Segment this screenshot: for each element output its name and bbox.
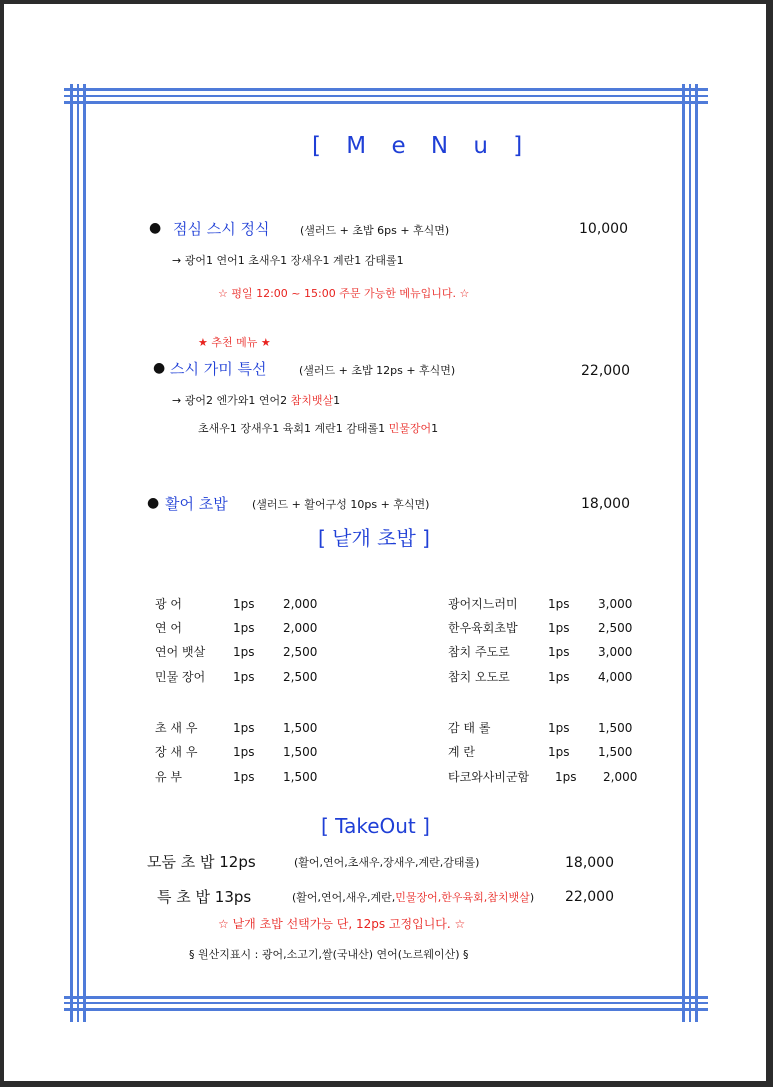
item-price: 2,500 xyxy=(283,645,318,659)
recommend-badge: ★ 추천 메뉴 ★ xyxy=(198,336,271,349)
menu-title: [ M e N u ] xyxy=(312,133,532,159)
item-price: 3,000 xyxy=(598,597,633,611)
item-qty: 1ps xyxy=(548,721,570,735)
item-name: 감 태 롤 xyxy=(448,721,491,735)
item-qty: 1ps xyxy=(233,621,255,635)
set-desc: (샐러드 + 초밥 12ps + 후식면) xyxy=(299,364,456,377)
item-price: 2,000 xyxy=(283,597,318,611)
set-name: 활어 초밥 xyxy=(165,495,228,513)
takeout-price: 18,000 xyxy=(565,855,614,871)
menu-page xyxy=(4,4,766,1081)
item-qty: 1ps xyxy=(233,721,255,735)
set-desc: (샐러드 + 초밥 6ps + 후식면) xyxy=(300,224,450,237)
takeout-note: ☆ 낱개 초밥 선택가능 단, 12ps 고정입니다. ☆ xyxy=(218,917,466,931)
single-section-title: [ 낱개 초밥 ] xyxy=(318,526,430,550)
item-name: 연어 뱃살 xyxy=(155,645,206,659)
set-price: 10,000 xyxy=(579,221,628,237)
item-qty: 1ps xyxy=(233,597,255,611)
item-qty: 1ps xyxy=(233,770,255,784)
item-price: 1,500 xyxy=(598,745,633,759)
item-qty: 1ps xyxy=(548,645,570,659)
item-qty: 1ps xyxy=(555,770,577,784)
takeout-desc: (활어,연어,새우,계란,민물장어,한우육회,참치뱃살) xyxy=(292,891,535,904)
item-name: 민물 장어 xyxy=(155,670,206,684)
item-price: 2,000 xyxy=(603,770,638,784)
item-qty: 1ps xyxy=(233,745,255,759)
bullet: ● xyxy=(153,360,166,376)
item-name: 광어지느러미 xyxy=(448,597,518,611)
item-price: 2,000 xyxy=(283,621,318,635)
item-price: 1,500 xyxy=(598,721,633,735)
set-desc: (샐러드 + 활어구성 10ps + 후식면) xyxy=(252,498,430,511)
item-qty: 1ps xyxy=(233,670,255,684)
set-price: 18,000 xyxy=(581,496,630,512)
item-name: 참치 주도로 xyxy=(448,645,510,659)
takeout-section-title: [ TakeOut ] xyxy=(321,814,430,838)
takeout-desc: (활어,연어,초새우,장새우,계란,감태롤) xyxy=(294,856,480,869)
set-detail-line1: → 광어2 엔가와1 연어2 참치뱃살1 xyxy=(172,394,341,407)
item-name: 한우육회초밥 xyxy=(448,621,518,635)
item-name: 초 새 우 xyxy=(155,721,198,735)
takeout-name: 특 초 밥 13ps xyxy=(157,888,252,906)
item-price: 1,500 xyxy=(283,721,318,735)
origin-label: § 원산지표시 : 광어,소고기,쌀(국내산) 연어(노르웨이산) § xyxy=(189,948,469,961)
set-price: 22,000 xyxy=(581,363,630,379)
item-price: 1,500 xyxy=(283,745,318,759)
item-price: 2,500 xyxy=(283,670,318,684)
item-qty: 1ps xyxy=(548,621,570,635)
item-qty: 1ps xyxy=(548,597,570,611)
item-qty: 1ps xyxy=(233,645,255,659)
takeout-price: 22,000 xyxy=(565,889,614,905)
item-name: 연 어 xyxy=(155,621,182,635)
set-name: 점심 스시 정식 xyxy=(173,220,270,238)
bullet: ● xyxy=(149,220,162,236)
item-price: 4,000 xyxy=(598,670,633,684)
item-name: 타코와사비군함 xyxy=(448,770,530,784)
item-qty: 1ps xyxy=(548,670,570,684)
set-name: 스시 가미 특선 xyxy=(170,360,267,378)
item-qty: 1ps xyxy=(548,745,570,759)
bullet: ● xyxy=(147,495,160,511)
item-name: 참치 오도로 xyxy=(448,670,510,684)
item-price: 1,500 xyxy=(283,770,318,784)
set-detail: → 광어1 연어1 초새우1 장새우1 계란1 감태롤1 xyxy=(172,254,404,267)
takeout-name: 모둠 초 밥 12ps xyxy=(147,853,256,871)
item-name: 광 어 xyxy=(155,597,182,611)
item-price: 2,500 xyxy=(598,621,633,635)
item-price: 3,000 xyxy=(598,645,633,659)
item-name: 장 새 우 xyxy=(155,745,198,759)
set-note: ☆ 평일 12:00 ~ 15:00 주문 가능한 메뉴입니다. ☆ xyxy=(218,287,470,300)
set-detail-line2: 초새우1 장새우1 육회1 계란1 감태롤1 민물장어1 xyxy=(198,422,439,435)
item-name: 계 란 xyxy=(448,745,475,759)
item-name: 유 부 xyxy=(155,770,182,784)
